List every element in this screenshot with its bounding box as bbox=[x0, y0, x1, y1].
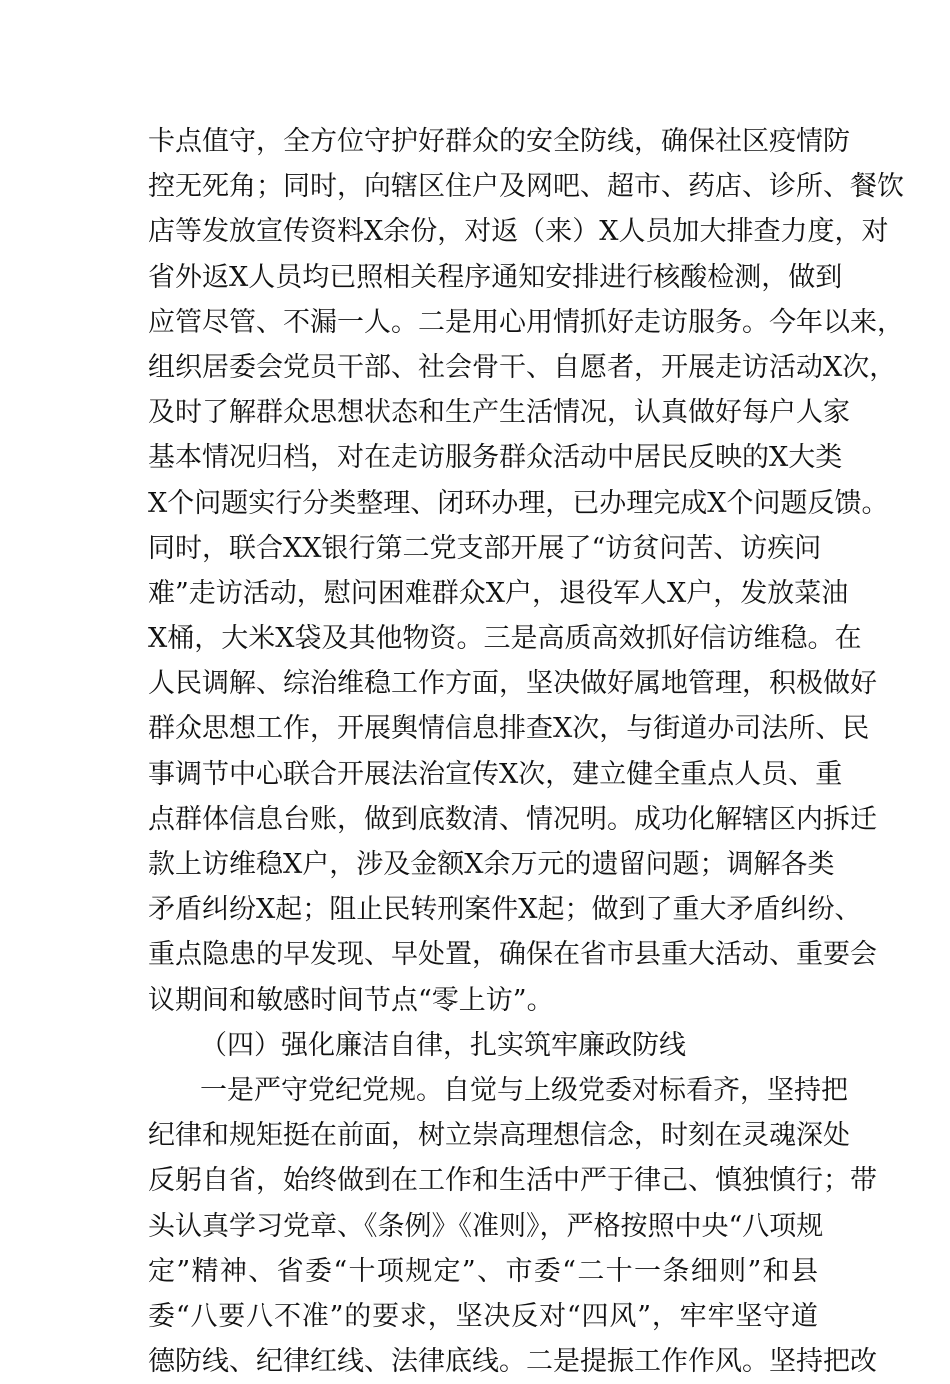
section-heading: （四）强化廉洁自律，扎实筑牢廉政防线 bbox=[200, 1029, 686, 1061]
document-body bbox=[148, 119, 904, 1384]
text-line: 委“八要八不准”的要求，坚决反对“四风”，牢牢坚守道 bbox=[148, 1300, 818, 1332]
text-line: 同时，联合XX银行第二党支部开展了“访贫问苦、访疾问 bbox=[148, 532, 822, 564]
text-line: 基本情况归档，对在走访服务群众活动中居民反映的X大类 bbox=[148, 442, 843, 474]
text-line: 定”精神、省委“十项规定”、市委“二十一条细则”和县 bbox=[148, 1255, 818, 1287]
text-line: 重点隐患的早发现、早处置，确保在省市县重大活动、重要会 bbox=[148, 939, 877, 971]
text-line: 议期间和敏感时间节点“零上访”。 bbox=[148, 984, 554, 1016]
paragraph bbox=[148, 1068, 877, 1384]
text-line: 控无死角；同时，向辖区住户及网吧、超市、药店、诊所、餐饮 bbox=[148, 171, 904, 203]
text-line: 点群体信息台账，做到底数清、情况明。成功化解辖区内拆迁 bbox=[148, 803, 877, 835]
text-line: 款上访维稳X户，涉及金额X余万元的遗留问题；调解各类 bbox=[148, 849, 835, 880]
text-line: 组织居委会党员干部、社会骨干、自愿者，开展走访活动X次， bbox=[148, 351, 897, 383]
text-line: 纪律和规矩挺在前面，树立崇高理想信念，时刻在灵魂深处 bbox=[148, 1120, 850, 1152]
text-line: 人民调解、综治维稳工作方面，坚决做好属地管理，积极做好 bbox=[148, 668, 877, 700]
text-line: 卡点值守，全方位守护好群众的安全防线，确保社区疫情防 bbox=[148, 126, 850, 157]
text-line: X桶，大米X袋及其他物资。三是高质高效抓好信访维稳。在 bbox=[148, 623, 862, 655]
text-line: 头认真学习党章、《条例》《准则》，严格按照中央“八项规 bbox=[148, 1210, 824, 1242]
text-line: 省外返X人员均已照相关程序通知安排进行核酸检测，做到 bbox=[148, 261, 843, 293]
text-line: 及时了解群众思想状态和生产生活情况，认真做好每户人家 bbox=[148, 397, 850, 429]
text-line: 德防线、纪律红线、法律底线。二是提振工作作风。坚持把改 bbox=[148, 1346, 877, 1378]
text-line: X个问题实行分类整理、闭环办理，已办理完成X个问题反馈。 bbox=[148, 487, 889, 519]
paragraph bbox=[148, 119, 904, 1023]
text-line: 事调节中心联合开展法治宣传X次，建立健全重点人员、重 bbox=[148, 758, 843, 790]
text-line: 店等发放宣传资料X余份，对返（来）X人员加大排查力度，对 bbox=[148, 216, 889, 248]
text-line: 矛盾纠纷X起；阻止民转刑案件X起；做到了重大矛盾纠纷、 bbox=[148, 894, 862, 926]
text-line: 群众思想工作，开展舆情信息排查X次，与街道办司法所、民 bbox=[148, 713, 870, 745]
text-line: 反躬自省，始终做到在工作和生活中严于律己、慎独慎行；带 bbox=[148, 1165, 877, 1197]
text-line: 难”走访活动，慰问困难群众X户，退役军人X户，发放菜油 bbox=[148, 577, 849, 609]
text-line: 应管尽管、不漏一人。二是用心用情抓好走访服务。今年以来， bbox=[148, 306, 904, 338]
text-line: 一是严守党纪党规。自觉与上级党委对标看齐，坚持把 bbox=[200, 1074, 848, 1106]
